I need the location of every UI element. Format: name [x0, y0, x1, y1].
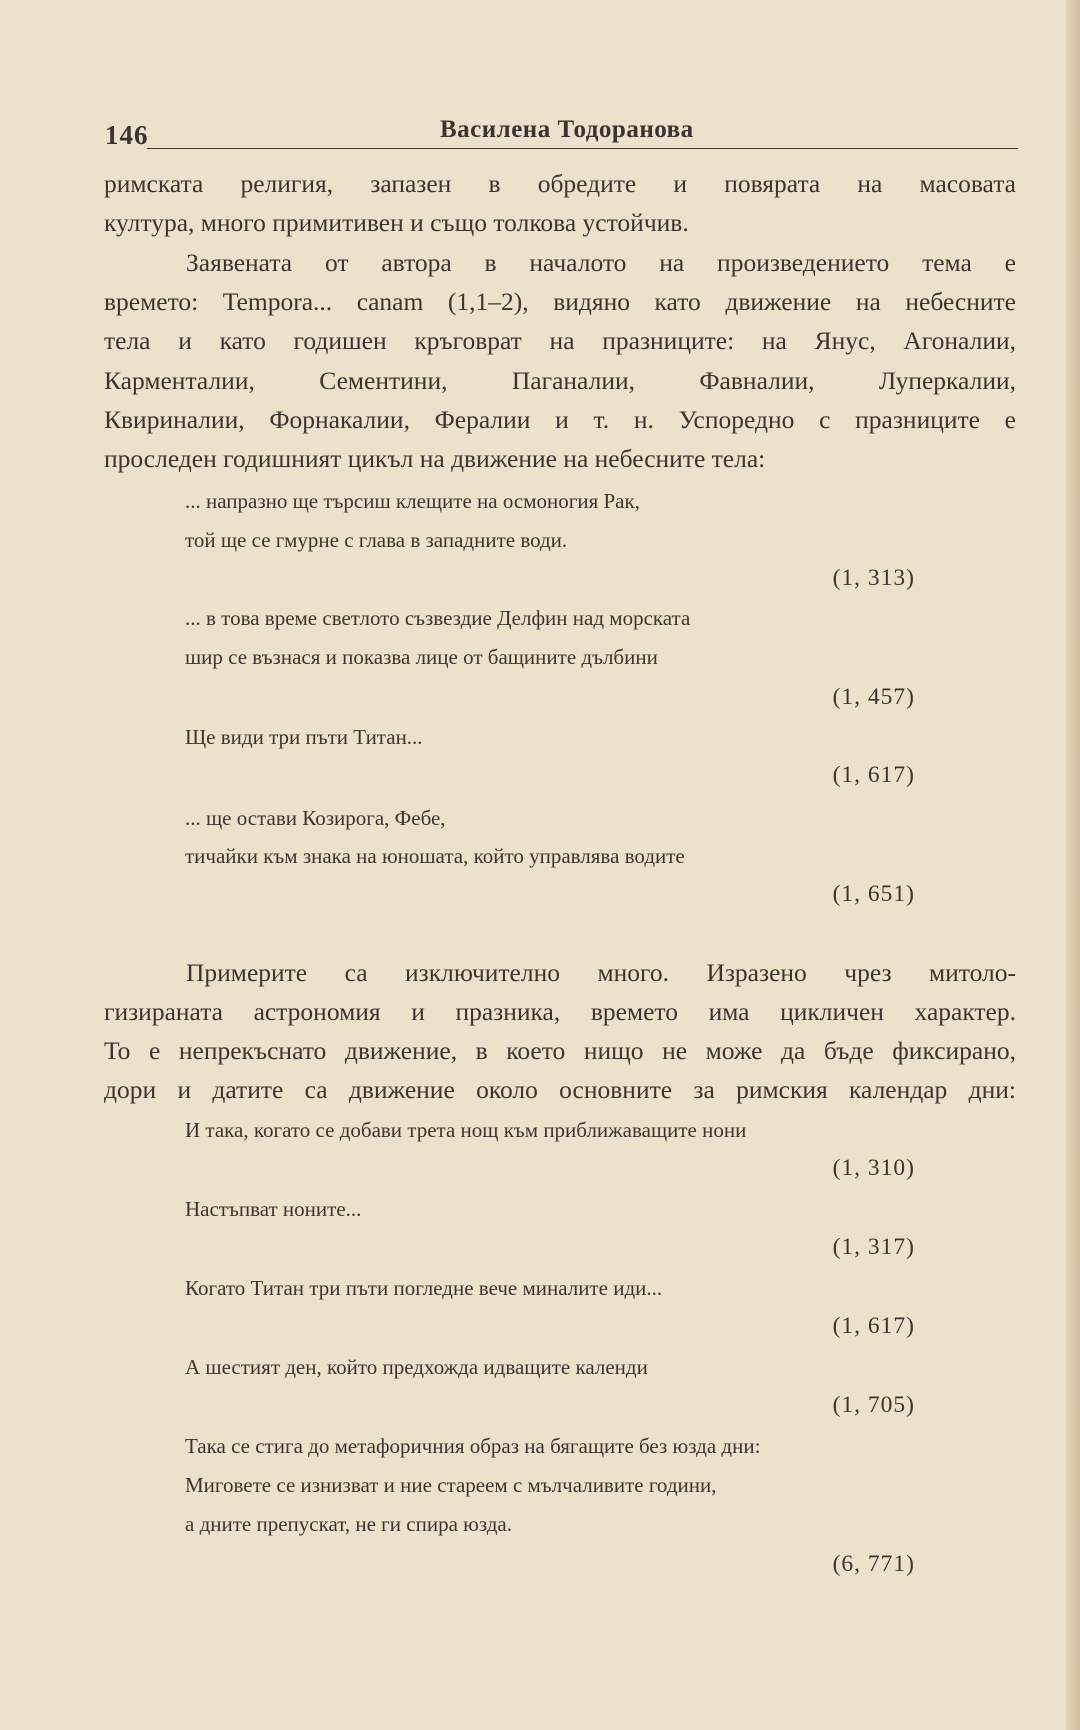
citation: (1, 457) — [832, 684, 915, 710]
body-line: То е непрекъснато движение, в което нищо не може да бъде фиксирано, — [104, 1036, 1016, 1065]
closing-line: Така се стига до метафоричния образ на бягащите без юзда дни: — [185, 1434, 761, 1458]
body-line: времето: Tempora... canam (1,1–2), видяно като движение на небесните — [104, 287, 1016, 316]
citation: (1, 705) — [832, 1392, 915, 1418]
page-header — [105, 112, 1018, 152]
citation: (1, 317) — [832, 1234, 915, 1260]
quote-line: И така, когато се добави трета нощ към приближаващите нони — [185, 1118, 747, 1142]
closing-line: а дните препускат, не ги спира юзда. — [185, 1512, 512, 1536]
quote-line: Настъпват ноните... — [185, 1197, 362, 1221]
quote-line: Ще види три пъти Титан... — [185, 725, 423, 749]
body-line: Примерите са изключително много. Изразено чрез митоло- — [186, 958, 1016, 987]
body-line: римската религия, запазен в обредите и повярата на масовата — [104, 169, 1016, 198]
citation: (1, 313) — [832, 565, 915, 591]
citation: (1, 651) — [832, 881, 915, 907]
quote-line: Когато Титан три пъти погледне вече миналите иди... — [185, 1276, 663, 1300]
page-number: 146 — [105, 120, 149, 150]
citation: (1, 617) — [832, 762, 915, 788]
body-line: гизираната астрономия и празника, времето има цикличен характер. — [104, 997, 1016, 1026]
quote-line: ... напразно ще търсиш клещите на осмоногия Рак, — [185, 489, 640, 513]
quote-line: той ще се гмурне с глава в западните води. — [185, 528, 568, 552]
citation: (1, 310) — [832, 1155, 915, 1181]
closing-line: Миговете се изнизват и ние стареем с мълчаливите години, — [185, 1473, 717, 1497]
quote-line: А шестият ден, който предхожда идващите календи — [185, 1355, 648, 1379]
body-line: култура, много примитивен и също толкова устойчив. — [104, 208, 689, 237]
body-line: Квириналии, Форнакалии, Фералии и т. н. Успоредно с празниците е — [104, 405, 1016, 434]
body-line: проследен годишният цикъл на движение на небесните тела: — [104, 444, 766, 473]
page-edge — [1066, 0, 1080, 1730]
body-line: тела и като годишен кръговрат на празниците: на Янус, Агоналии, — [104, 326, 1016, 355]
body-line: дори и датите са движение около основните за римския календар дни: — [104, 1075, 1016, 1104]
quote-line: тичайки към знака на юношата, който управлява водите — [185, 844, 685, 868]
quote-line: ... в това време светлото съзвездие Делфин над морската — [185, 606, 691, 630]
header-rule — [147, 148, 1018, 149]
running-title: Василена Тодоранова — [440, 116, 694, 143]
quote-line: шир се възнася и показва лице от бащините дълбини — [185, 645, 658, 669]
quote-line: ... ще остави Козирога, Фебе, — [185, 806, 446, 830]
citation: (6, 771) — [832, 1551, 915, 1577]
citation: (1, 617) — [832, 1313, 915, 1339]
body-line: Заявената от автора в началото на произведението тема е — [186, 248, 1016, 277]
body-line: Карменталии, Сементини, Паганалии, Фавналии, Луперкалии, — [104, 366, 1016, 395]
